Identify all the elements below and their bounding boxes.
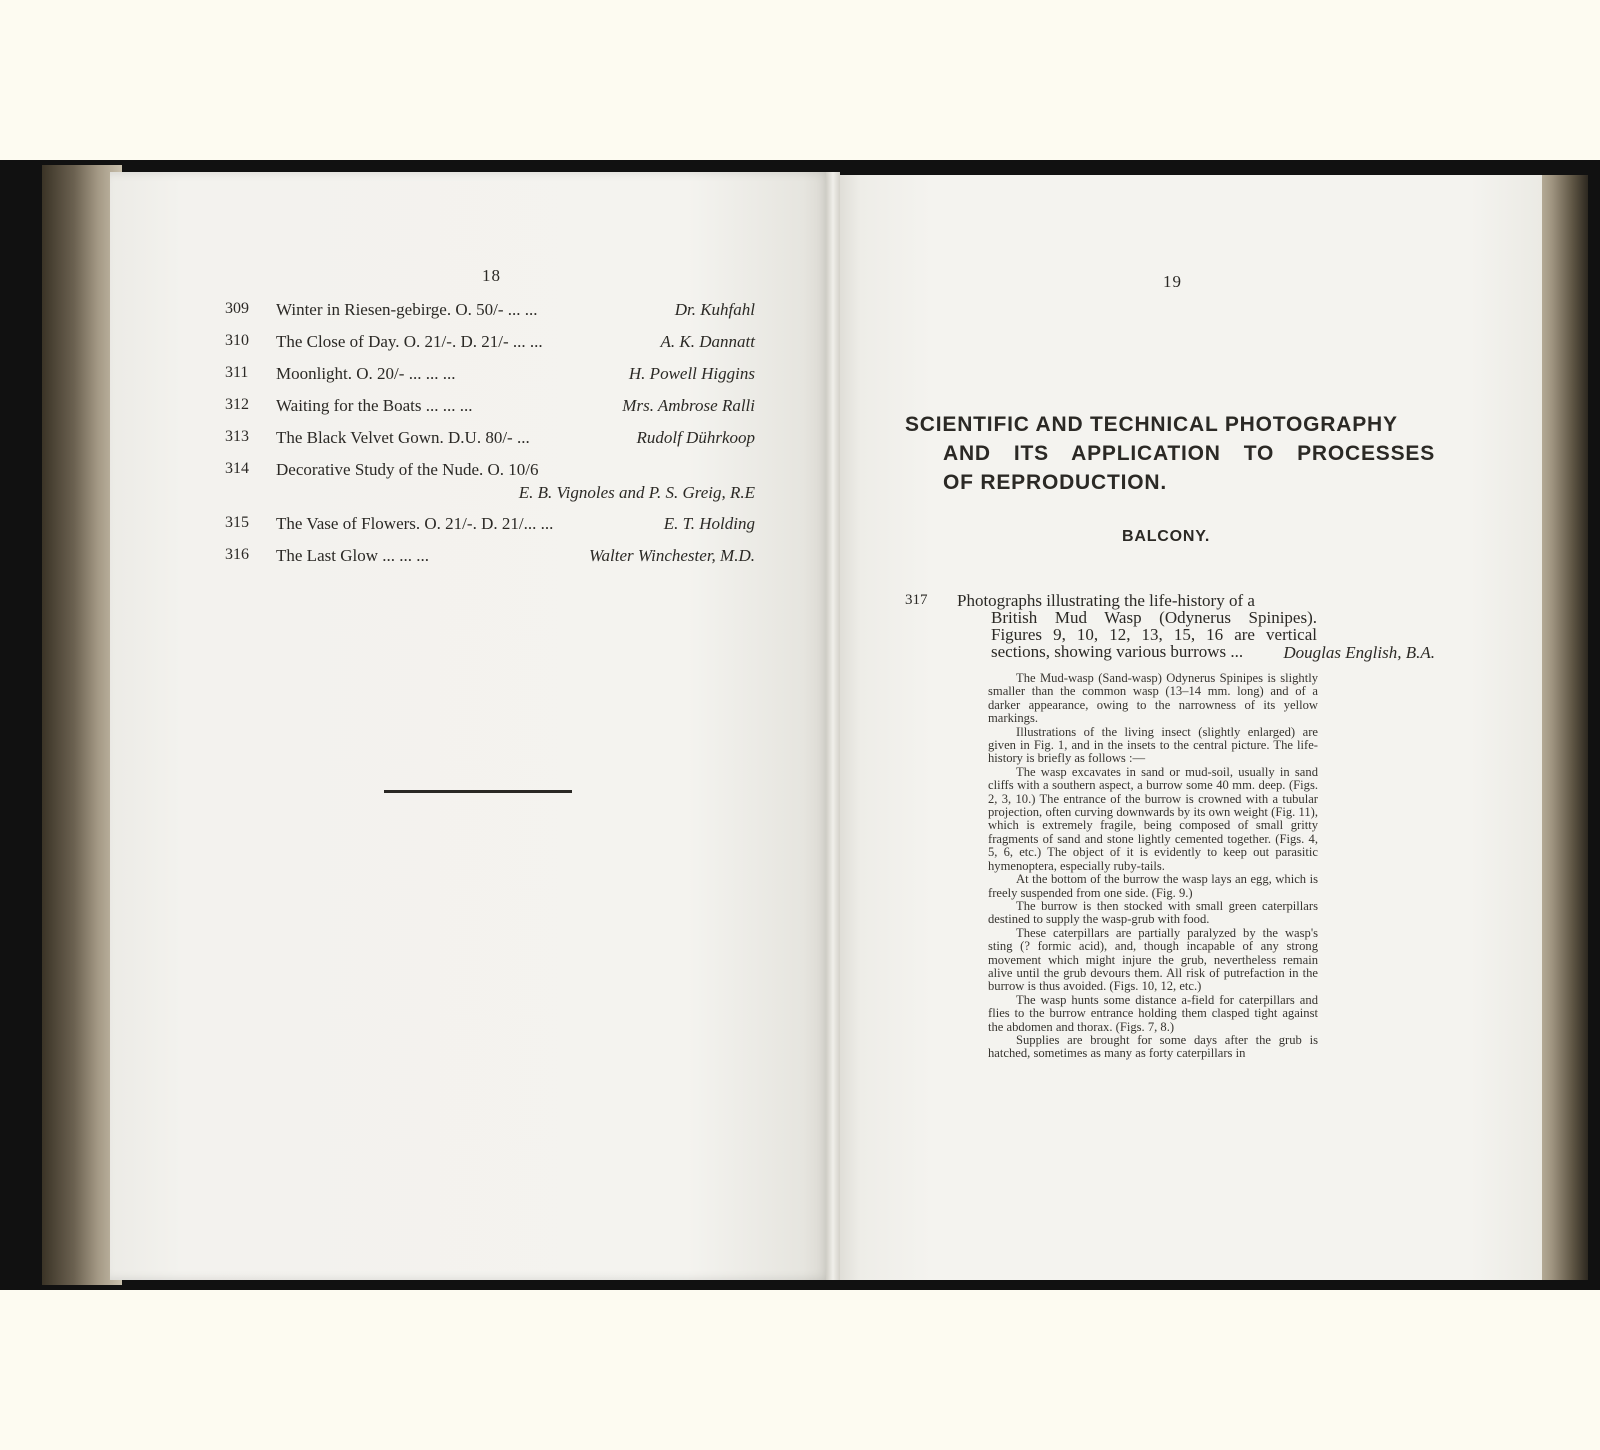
note-paragraph: The wasp hunts some distance a-field for caterpillars and flies to the burrow entrance holding them clasped tight against the abdomen and thorax. (Figs. 7, 8.) — [988, 992, 1318, 1034]
left-page-number: 18 — [482, 266, 501, 285]
entry-number: 317 — [905, 592, 928, 608]
entry-artist: Mrs. Ambrose Ralli — [622, 396, 755, 415]
catalog-entry — [225, 396, 755, 428]
entry-artist: H. Powell Higgins — [628, 364, 755, 383]
catalog-entry — [225, 514, 755, 546]
note-paragraph: At the bottom of the burrow the wasp lays an egg, which is freely suspended from one side. (Fig. 9.) — [988, 872, 1318, 900]
entry-artist: Douglas English, B.A. — [1283, 643, 1435, 662]
entry-number: 311 — [225, 364, 249, 381]
entry-number: 315 — [225, 514, 249, 531]
right-page-number: 19 — [1163, 272, 1182, 291]
location-subheading: BALCONY. — [1122, 528, 1211, 545]
description-first-line: Photographs illustrating the life-history of a — [957, 591, 1255, 610]
catalog-entry — [225, 364, 755, 396]
entry-artist: Walter Winchester, M.D. — [588, 546, 755, 565]
entry-description — [957, 592, 1317, 660]
entry-title: Moonlight. O. 20/- ... ... ... — [276, 364, 456, 383]
book-gutter — [826, 172, 840, 1280]
entry-title: The Black Velvet Gown. D.U. 80/- ... — [276, 428, 530, 447]
entry-number: 312 — [225, 396, 249, 413]
section-heading — [905, 410, 1435, 497]
entry-number: 316 — [225, 546, 249, 563]
entry-number: 314 — [225, 460, 249, 477]
note-paragraph: The burrow is then stocked with small green caterpillars destined to supply the wasp-grub with food. — [988, 898, 1318, 927]
description-continuation: British Mud Wasp (Odynerus Spinipes). Figures 9, 10, 12, 13, 15, 16 are vertical sections, showing various burrows ... — [991, 608, 1317, 661]
catalog-list — [225, 300, 755, 578]
section-end-rule — [384, 790, 572, 793]
entry-title: Winter in Riesen-gebirge. O. 50/- ... ... — [276, 300, 538, 319]
entry-artist: Rudolf Dührkoop — [636, 428, 755, 447]
entry-artist: Dr. Kuhfahl — [674, 300, 755, 319]
catalog-entry — [225, 546, 755, 578]
catalog-entry — [225, 460, 755, 514]
note-paragraph: The Mud-wasp (Sand-wasp) Odynerus Spinipes is slightly smaller than the common wasp (13–14 mm. long) and of a darker appearance, owing to the narrowness of its yellow markings. — [988, 671, 1318, 726]
entry-title: The Last Glow ... ... ... — [276, 546, 429, 565]
note-paragraph: These caterpillars are partially paralyzed by the wasp's sting (? formic acid), and, though incapable of any strong movement which might injure the grub, nevertheless remain alive until the grub devours them. All risk of putrefaction in the burrow is thus avoided. (Figs. 10, 12, etc.) — [988, 925, 1318, 994]
entry-title: Waiting for the Boats ... ... ... — [276, 396, 473, 415]
note-paragraph: Illustrations of the living insect (slightly enlarged) are given in Fig. 1, and in the insets to the central picture. The life-history is briefly as follows :— — [988, 724, 1318, 766]
entry-number: 313 — [225, 428, 249, 445]
entry-title: Decorative Study of the Nude. O. 10/6 — [276, 460, 539, 479]
entry-artist: A. K. Dannatt — [660, 332, 755, 351]
entry-number: 310 — [225, 332, 249, 349]
entry-number: 309 — [225, 300, 249, 317]
note-paragraph: Supplies are brought for some days after the grub is hatched, sometimes as many as forty caterpillars in — [988, 1032, 1318, 1061]
catalog-entry — [225, 332, 755, 364]
entry-artist: E. T. Holding — [663, 514, 755, 533]
heading-line: SCIENTIFIC AND TECHNICAL PHOTOGRAPHY — [905, 413, 1398, 436]
heading-line: OF REPRODUCTION. — [943, 471, 1167, 494]
entry-notes — [988, 672, 1318, 1061]
note-paragraph: The wasp excavates in sand or mud-soil, usually in sand cliffs with a southern aspect, a burrow some 40 mm. deep. (Figs. 2, 3, 10.) The entrance of the burrow is crowned with a tubular projection, often curving downwards by its own weight (Fig. 11), which is extremely fragile, being composed of small gritty fragments of sand and stone lightly cemented together. (Figs. 4, 5, 6, etc.) The object of it is evidently to keep out parasitic hymenoptera, especially ruby-tails. — [988, 764, 1318, 873]
heading-line: AND ITS APPLICATION TO PROCESSES — [943, 442, 1435, 465]
entry-title: The Close of Day. O. 21/-. D. 21/- ... ... — [276, 332, 543, 351]
catalog-entry — [225, 428, 755, 460]
entry-artist: E. B. Vignoles and P. S. Greig, R.E — [518, 483, 755, 502]
entry-title: The Vase of Flowers. O. 21/-. D. 21/... ... — [276, 514, 554, 533]
catalog-entry — [225, 300, 755, 332]
